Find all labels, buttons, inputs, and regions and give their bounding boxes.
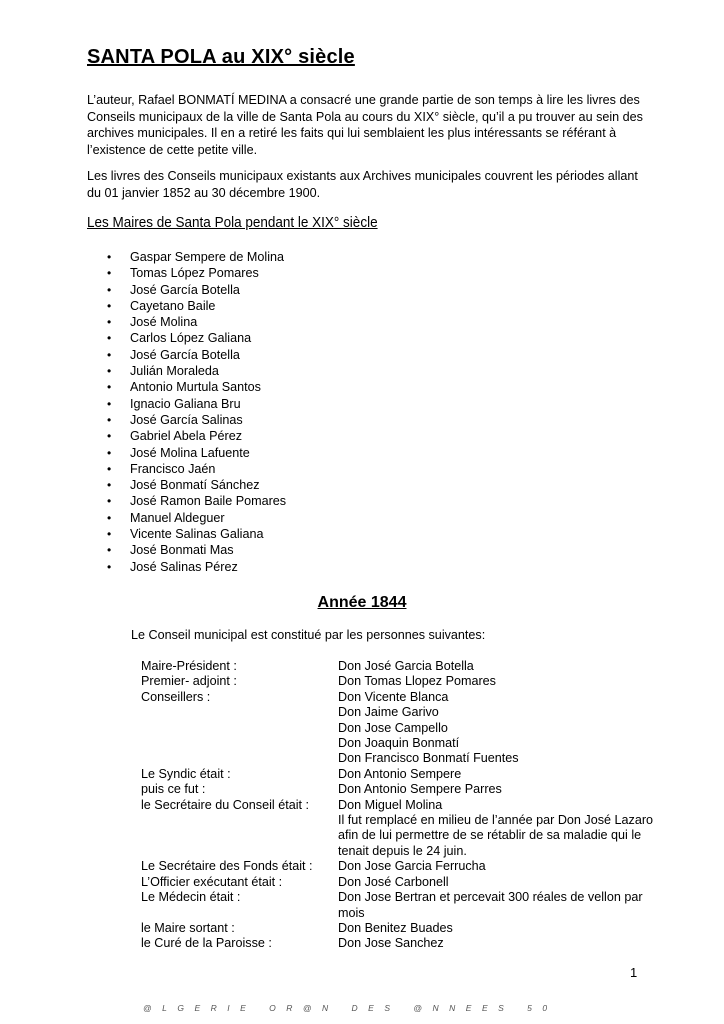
- bullet-icon: •: [107, 298, 112, 313]
- bullet-icon: •: [107, 396, 112, 411]
- council-role: L’Officier exécutant était :: [141, 874, 283, 889]
- mayor-name: Gaspar Sempere de Molina: [130, 250, 285, 264]
- mayor-name: Cayetano Baile: [130, 298, 216, 313]
- mayors-list: [103, 249, 286, 575]
- mayor-name: José García Botella: [130, 282, 240, 297]
- mayor-name: José Molina Lafuente: [130, 445, 250, 460]
- bullet-icon: •: [107, 527, 112, 542]
- mayor-name: Manuel Aldeguer: [130, 510, 225, 525]
- bullet-icon: •: [107, 494, 112, 509]
- council-role: [141, 751, 338, 766]
- page-title: SANTA POLA au XIX° siècle: [87, 46, 355, 68]
- council-member: Don Benitez Buades: [338, 920, 453, 935]
- council-member: Don Jose Campello: [338, 720, 448, 735]
- mayor-name: José García Botella: [130, 347, 240, 362]
- council-row: [141, 659, 661, 674]
- bullet-icon: •: [107, 315, 112, 330]
- bullet-icon: •: [107, 282, 112, 297]
- archives-paragraph: Les livres des Conseils municipaux existants aux Archives municipales couvrent les périodes allant du 01 janvier 1852 au 30 décembre 1900.: [87, 169, 638, 200]
- intro-paragraph: L’auteur, Rafael BONMATÍ MEDINA a consacré une grande partie de son temps à lire les livres des Conseils municipaux de la ville de Santa Pola au cours du XIX° siècle, qu’il a pu trouver au sein des archives municipales. Il en a retiré les faits qui lui semblaient les plus intéressants se référant à l’existence de cette petite ville.: [87, 93, 643, 157]
- bullet-icon: •: [107, 543, 112, 558]
- bullet-icon: •: [107, 347, 112, 362]
- council-member: Don Vicente Blanca: [338, 689, 449, 704]
- council-row: [141, 859, 661, 874]
- council-row: [141, 736, 661, 751]
- mayor-name: José Molina: [130, 315, 198, 330]
- mayor-item: [103, 477, 286, 493]
- mayor-item: [103, 526, 286, 542]
- mayor-item: [103, 330, 286, 346]
- mayor-name: Gabriel Abela Pérez: [130, 429, 243, 444]
- council-member: Don José Carbonell: [338, 874, 449, 889]
- mayor-name: Francisco Jaén: [130, 461, 216, 476]
- year-heading: Année 1844: [317, 594, 407, 611]
- mayor-item: [103, 314, 286, 330]
- council-role: Maire-Président :: [141, 659, 237, 673]
- mayor-name: Antonio Murtula Santos: [130, 380, 261, 395]
- bullet-icon: •: [107, 412, 112, 427]
- mayor-name: José García Salinas: [130, 412, 243, 427]
- council-member: Don Joaquin Bonmatí: [338, 736, 460, 751]
- council-member: Don Jose Bertran et percevait 300 réales de vellon par mois: [338, 890, 643, 920]
- bullet-icon: •: [107, 250, 112, 264]
- council-member: Don Tomas Llopez Pomares: [338, 674, 496, 689]
- mayor-name: José Ramon Baile Pomares: [130, 494, 287, 509]
- council-row: [141, 782, 661, 797]
- mayor-name: José Bonmati Mas: [130, 543, 234, 558]
- mayor-item: [103, 396, 286, 412]
- bullet-icon: •: [107, 266, 112, 281]
- bullet-icon: •: [107, 445, 112, 460]
- mayor-item: [103, 347, 286, 363]
- council-row: [141, 751, 661, 766]
- mayor-name: Vicente Salinas Galiana: [130, 527, 264, 542]
- mayor-item: [103, 363, 286, 379]
- page-number: 1: [630, 965, 638, 980]
- mayor-name: José Bonmatí Sánchez: [130, 478, 260, 493]
- footer-watermark: @LGERIE OR@N DES @NNEES 50: [143, 1003, 558, 1013]
- council-role: [141, 705, 338, 720]
- mayor-name: Carlos López Galiana: [130, 331, 252, 346]
- council-member: Don Jose Garcia Ferrucha: [338, 859, 486, 874]
- mayor-name: Ignacio Galiana Bru: [130, 396, 241, 411]
- council-role: [141, 721, 338, 736]
- mayor-item: [103, 428, 286, 444]
- council-member: Don Antonio Sempere: [338, 766, 462, 781]
- mayor-item: [103, 510, 286, 526]
- council-member: Il fut remplacé en milieu de l’année par Don José Lazaro afin de lui permettre de se rétablir de sa maladie qui le tenait depuis le 24 juin.: [338, 813, 654, 858]
- mayor-item: [103, 282, 286, 298]
- council-role: Premier- adjoint :: [141, 674, 237, 689]
- council-row: [141, 798, 661, 813]
- council-row: [141, 936, 661, 951]
- council-row: [141, 921, 661, 936]
- bullet-icon: •: [107, 429, 112, 444]
- mayor-item: [103, 249, 286, 265]
- mayor-item: [103, 265, 286, 281]
- bullet-icon: •: [107, 461, 112, 476]
- council-member: Don Jaime Garivo: [338, 705, 439, 720]
- mayor-item: [103, 461, 286, 477]
- bullet-icon: •: [107, 478, 112, 493]
- mayor-name: José Salinas Pérez: [130, 559, 238, 574]
- mayor-item: [103, 379, 286, 395]
- council-role: le Secrétaire du Conseil était :: [141, 797, 310, 812]
- mayor-name: Julián Moraleda: [130, 364, 219, 379]
- council-role: Le Secrétaire des Fonds était :: [141, 859, 313, 874]
- mayor-item: [103, 412, 286, 428]
- bullet-icon: •: [107, 331, 112, 346]
- mayors-heading: Les Maires de Santa Pola pendant le XIX° siècle: [87, 214, 378, 231]
- mayor-name: Tomas López Pomares: [130, 266, 259, 281]
- council-member: Don Francisco Bonmatí Fuentes: [338, 751, 519, 766]
- mayor-item: [103, 559, 286, 575]
- council-member: Don Jose Sanchez: [338, 936, 444, 951]
- council-row: [141, 767, 661, 782]
- council-intro: Le Conseil municipal est constitué par les personnes suivantes:: [131, 628, 486, 642]
- mayor-item: [103, 493, 286, 509]
- council-role: le Curé de la Paroisse :: [141, 936, 272, 951]
- council-role: puis ce fut :: [141, 782, 206, 797]
- council-role: Le Médecin était :: [141, 890, 241, 905]
- bullet-icon: •: [107, 380, 112, 395]
- council-member: Don Antonio Sempere Parres: [338, 782, 502, 797]
- council-table: [141, 659, 661, 952]
- council-role: le Maire sortant :: [141, 920, 235, 935]
- council-row: [141, 721, 661, 736]
- council-row: [141, 674, 661, 689]
- council-row: [141, 813, 661, 859]
- council-role: Le Syndic était :: [141, 766, 231, 781]
- bullet-icon: •: [107, 559, 112, 574]
- council-role: Conseillers :: [141, 689, 211, 704]
- mayor-item: [103, 298, 286, 314]
- council-member: Don Miguel Molina: [338, 797, 443, 812]
- council-row: [141, 705, 661, 720]
- council-row: [141, 690, 661, 705]
- mayor-item: [103, 445, 286, 461]
- council-row: [141, 875, 661, 890]
- bullet-icon: •: [107, 364, 112, 379]
- council-role: [141, 813, 338, 859]
- council-member: Don José Garcia Botella: [338, 659, 474, 673]
- council-role: [141, 736, 338, 751]
- mayor-item: [103, 542, 286, 558]
- council-row: [141, 890, 661, 921]
- bullet-icon: •: [107, 510, 112, 525]
